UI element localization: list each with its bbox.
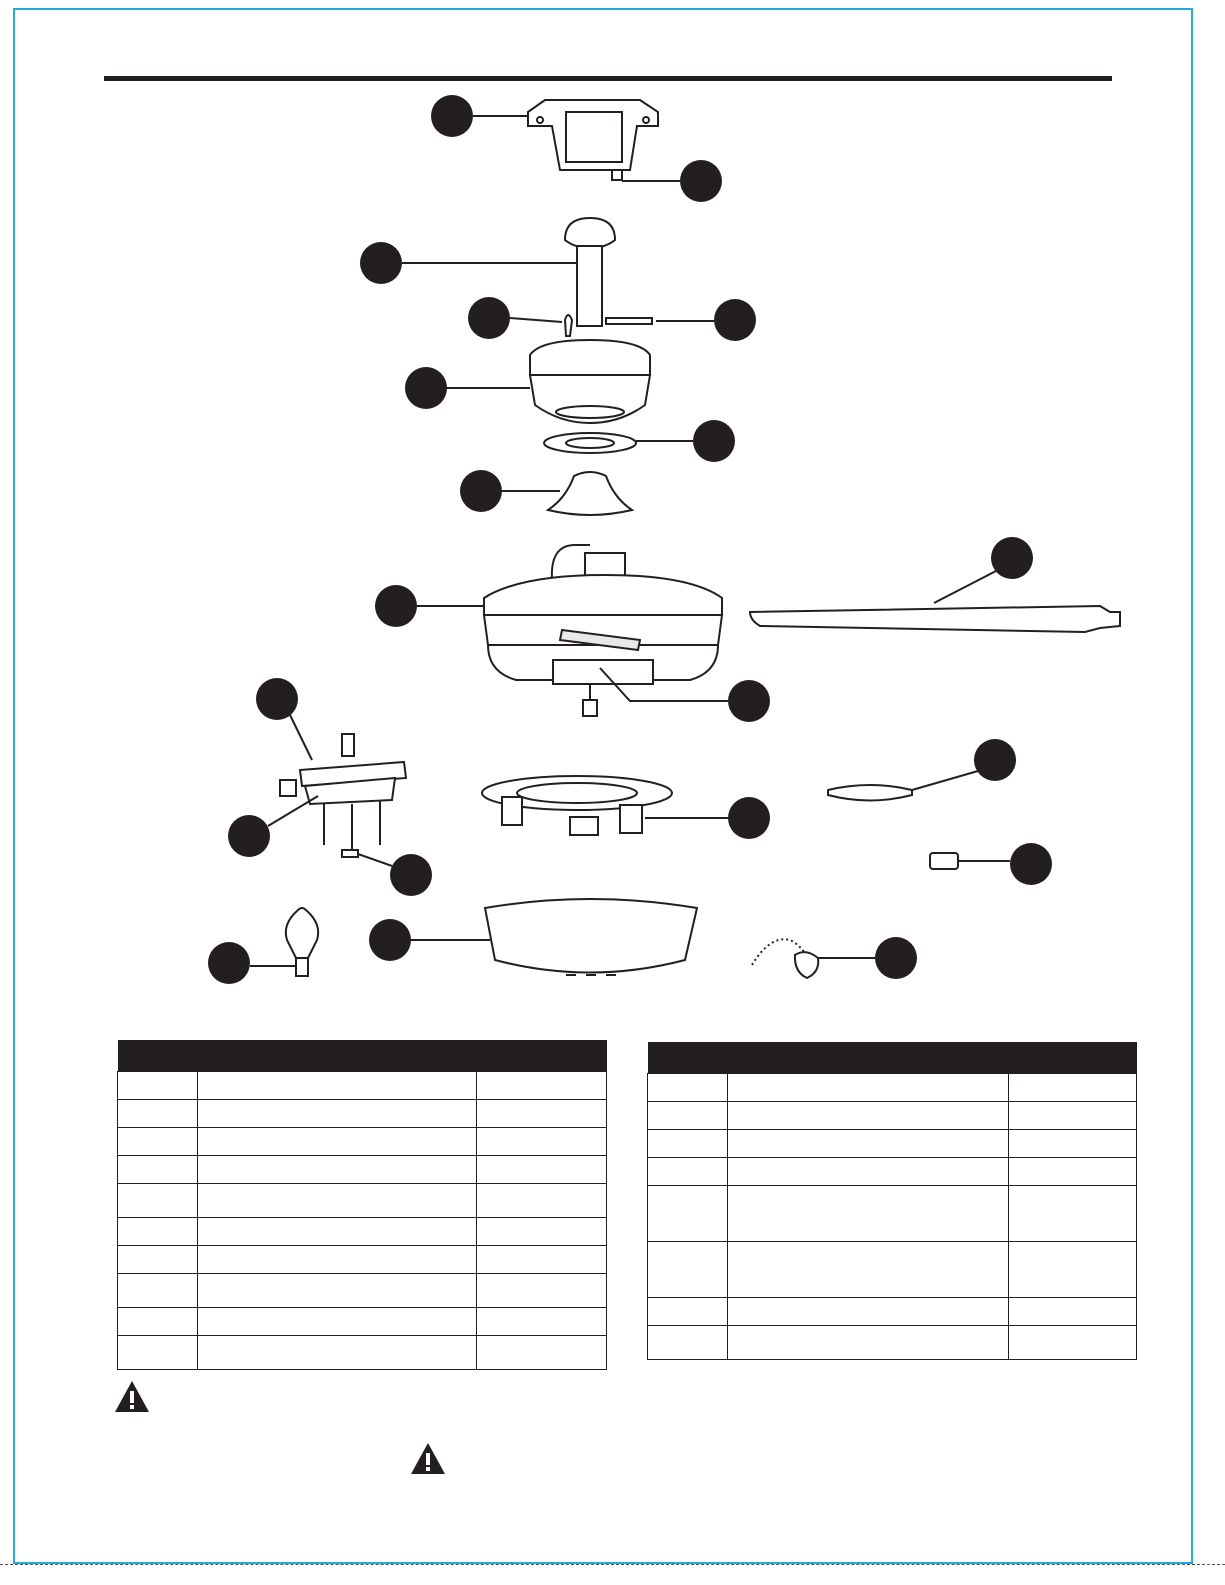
- table-row: [118, 1274, 607, 1308]
- callout-bracket-screw: [680, 160, 722, 202]
- callout-finial-cap: [1010, 843, 1052, 885]
- wire-connector-drawing: [342, 850, 358, 857]
- table-row: [118, 1128, 607, 1156]
- table-row: [118, 1184, 607, 1218]
- callout-light-kit-plate: [728, 797, 770, 839]
- table-row: [648, 1186, 1137, 1242]
- warning-triangle-icon: [114, 1380, 150, 1413]
- canopy-drawing: [530, 340, 650, 423]
- table-row: [118, 1218, 607, 1246]
- fan-blade-drawing: [750, 606, 1120, 632]
- switch-housing-plate-drawing: [280, 734, 406, 850]
- table-row: [648, 1158, 1137, 1186]
- callout-switch-housing-plate: [256, 678, 298, 720]
- downrod-drawing: [565, 218, 652, 336]
- table-row: [118, 1246, 607, 1274]
- table-row: [648, 1298, 1137, 1326]
- page-cut-line: [0, 1564, 1225, 1565]
- mounting-bracket-drawing: [528, 100, 658, 180]
- parts-table-left-header: [118, 1040, 607, 1072]
- callout-fan-blade: [991, 537, 1033, 579]
- callout-canopy-ring: [693, 420, 735, 462]
- light-kit-plate-drawing: [482, 776, 672, 835]
- table-row: [118, 1336, 607, 1370]
- finial-cap-drawing: [930, 853, 958, 869]
- callout-glass-bowl: [369, 919, 411, 961]
- callout-motor-set-screw: [728, 680, 770, 722]
- table-row: [648, 1242, 1137, 1298]
- table-row: [648, 1130, 1137, 1158]
- pull-chain-drawing: [752, 939, 818, 978]
- parts-table-right: [647, 1042, 1137, 1360]
- table-row: [648, 1074, 1137, 1102]
- warning-triangle-icon: [410, 1442, 446, 1475]
- callout-coupling-cover: [460, 470, 502, 512]
- callout-downrod: [360, 242, 402, 284]
- table-row: [648, 1326, 1137, 1360]
- callout-pull-chain-fob: [875, 937, 917, 979]
- switch-housing-cap-drawing: [828, 785, 912, 801]
- table-row: [118, 1100, 607, 1128]
- callout-motor-assembly: [375, 585, 417, 627]
- table-row: [118, 1308, 607, 1336]
- callout-wire-connector: [390, 854, 432, 896]
- callout-mounting-bracket: [431, 95, 473, 137]
- table-row: [648, 1102, 1137, 1130]
- motor-assembly-drawing: [484, 545, 722, 716]
- callout-switch-housing-screw: [228, 815, 270, 857]
- callout-canopy: [405, 367, 447, 409]
- callout-switch-housing-cap: [974, 739, 1016, 781]
- parts-table-left: [117, 1040, 607, 1370]
- callout-light-bulb: [208, 942, 250, 984]
- glass-bowl-drawing: [485, 899, 697, 975]
- table-row: [118, 1072, 607, 1100]
- table-row: [118, 1156, 607, 1184]
- callout-cotter-pin: [468, 297, 510, 339]
- coupling-cover-drawing: [548, 472, 632, 515]
- callout-hanger-pin: [714, 299, 756, 341]
- parts-table-right-header: [648, 1042, 1137, 1074]
